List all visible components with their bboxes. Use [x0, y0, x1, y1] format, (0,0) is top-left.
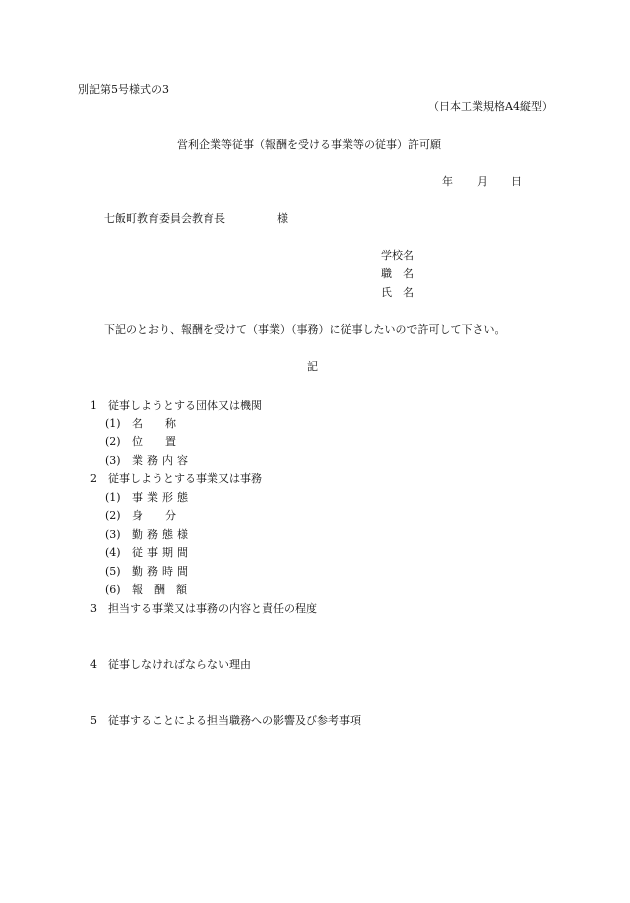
- section-2-item-2-label: 身 分: [132, 509, 176, 522]
- section-3-title: 担当する事業又は事務の内容と責任の程度: [108, 602, 317, 615]
- section-2-item-4-no: (4): [105, 546, 121, 559]
- section-1-item-3-label: 業務内容: [132, 454, 192, 467]
- section-1-number: 1: [90, 399, 97, 412]
- request-statement: 下記のとおり、報酬を受けて（事業）（事務）に従事したいので許可して下さい。: [104, 323, 506, 336]
- section-2-item-5-label: 勤務時間: [132, 565, 192, 578]
- section-4-number: 4: [90, 658, 97, 671]
- section-2-item-2-no: (2): [105, 509, 121, 522]
- section-1-item-1-label: 名 称: [132, 417, 176, 430]
- section-2-item-1-label: 事業形態: [132, 491, 192, 504]
- form-number: 別記第5号様式の3: [78, 83, 169, 96]
- section-2-item-6-no: (6): [105, 583, 121, 596]
- section-2-item-6-label: 報 酬 額: [132, 583, 187, 596]
- section-2-item-4-label: 従事期間: [132, 546, 192, 559]
- section-1-title: 従事しようとする団体又は機関: [108, 399, 262, 412]
- section-1-item-3-no: (3): [105, 454, 121, 467]
- section-1-item-1-no: (1): [105, 417, 121, 430]
- section-5-number: 5: [90, 714, 97, 727]
- document-title: 営利企業等従事（報酬を受ける事業等の従事）許可願: [177, 138, 441, 151]
- addressee-name: 七飯町教育委員会教育長: [104, 212, 225, 225]
- section-2-item-3-no: (3): [105, 528, 121, 541]
- section-5-title: 従事することによる担当職務への影響及び参考事項: [108, 714, 361, 727]
- section-2-item-3-label: 勤務態様: [132, 528, 192, 541]
- applicant-name-label: 氏 名: [381, 286, 414, 299]
- paper-size-note: （日本工業規格A4縦型）: [428, 100, 553, 113]
- date-year-label: 年: [442, 175, 453, 188]
- section-4-title: 従事しなければならない理由: [108, 658, 251, 671]
- date-day-label: 日: [511, 175, 522, 188]
- section-2-number: 2: [90, 472, 97, 485]
- section-2-item-5-no: (5): [105, 565, 121, 578]
- section-3-number: 3: [90, 602, 97, 615]
- section-1-item-2-no: (2): [105, 435, 121, 448]
- date-month-label: 月: [477, 175, 488, 188]
- section-1-item-2-label: 位 置: [132, 435, 176, 448]
- applicant-school-label: 学校名: [381, 249, 414, 262]
- section-2-item-1-no: (1): [105, 491, 121, 504]
- ki-heading: 記: [307, 360, 318, 373]
- addressee-honorific: 様: [277, 212, 288, 225]
- applicant-position-label: 職 名: [381, 267, 414, 280]
- section-2-title: 従事しようとする事業又は事務: [108, 472, 262, 485]
